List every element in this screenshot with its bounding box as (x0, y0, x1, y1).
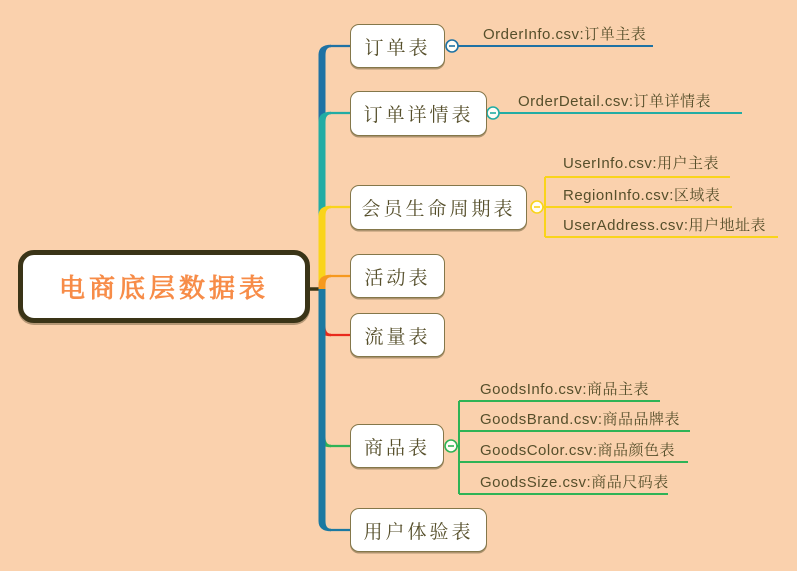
leaf-orderdetail[interactable]: OrderDetail.csv:订单详情表 (518, 93, 712, 110)
leaf-goodsbrand[interactable]: GoodsBrand.csv:商品品牌表 (480, 411, 681, 428)
topic-activity[interactable] (350, 254, 445, 298)
collapse-button-goods[interactable] (445, 440, 457, 452)
branch-elbow-order (319, 45, 332, 55)
topic-activity-label: 活动表 (364, 267, 431, 289)
topic-traffic[interactable] (350, 313, 445, 357)
leaf-regioninfo[interactable]: RegionInfo.csv:区域表 (563, 187, 721, 204)
topic-order-detail-label: 订单详情表 (363, 105, 474, 126)
leaf-userinfo[interactable]: UserInfo.csv:用户主表 (563, 155, 720, 172)
leaf-goodscolor[interactable]: GoodsColor.csv:商品颜色表 (480, 442, 676, 459)
topic-user-experience-label: 用户体验表 (363, 521, 474, 543)
root-topic-label: 电商底层数据表 (58, 273, 269, 303)
topic-order[interactable] (350, 24, 445, 68)
branch-elbow-ux (319, 521, 332, 531)
leaf-goodssize[interactable]: GoodsSize.csv:商品尺码表 (480, 474, 669, 491)
topic-user-experience[interactable] (350, 508, 487, 552)
collapse-button-order-detail[interactable] (487, 107, 499, 119)
leaf-goodsinfo[interactable]: GoodsInfo.csv:商品主表 (480, 381, 650, 398)
collapse-button-member[interactable] (531, 201, 543, 213)
collapse-button-order[interactable] (446, 40, 458, 52)
branch-line-ux (319, 289, 351, 531)
leaf-orderinfo[interactable]: OrderInfo.csv:订单主表 (483, 26, 647, 43)
root-topic[interactable] (18, 250, 310, 323)
topic-goods[interactable] (350, 424, 444, 468)
topic-traffic-label: 流量表 (364, 326, 431, 348)
topic-order-detail[interactable] (350, 91, 487, 136)
branch-line-activity (319, 275, 351, 289)
topic-member-lifecycle-label: 会员生命周期表 (361, 199, 516, 220)
leaf-useraddress[interactable]: UserAddress.csv:用户地址表 (563, 217, 767, 234)
topic-goods-label: 商品表 (363, 437, 430, 459)
topic-member-lifecycle[interactable] (350, 185, 527, 230)
topic-order-label: 订单表 (364, 37, 431, 59)
